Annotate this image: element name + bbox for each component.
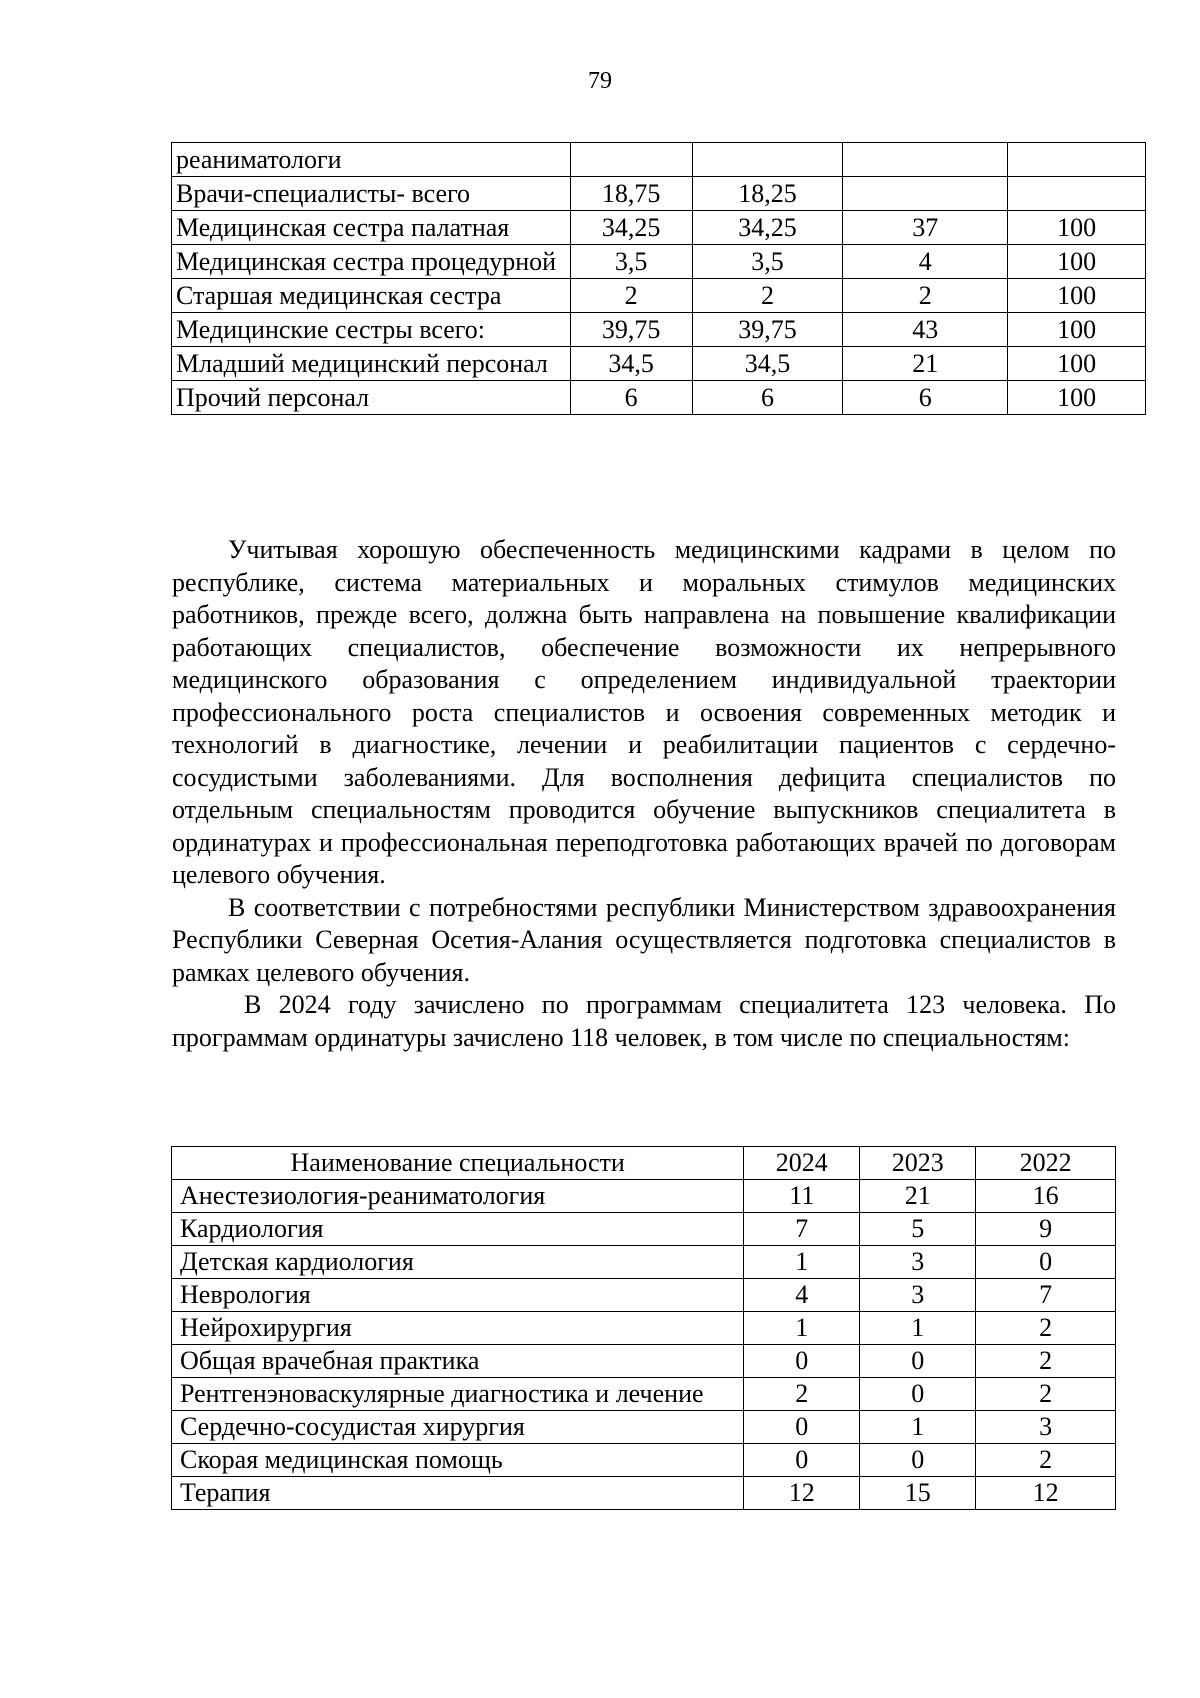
- value-cell: [692, 143, 843, 177]
- count-cell: 3: [860, 1246, 976, 1279]
- table-row: [172, 1411, 1116, 1444]
- staffing-table: [171, 142, 1146, 415]
- value-cell: [1008, 143, 1146, 177]
- count-cell: 2: [976, 1444, 1116, 1477]
- value-cell: 21: [843, 347, 1008, 381]
- value-cell: 34,5: [692, 347, 843, 381]
- paragraph: В соответствии с потребностями республики Министерством здравоохранения Республики Северная Осетия-Алания осуществляется подготовка специалистов в рамках целевого обучения.: [172, 892, 1116, 987]
- value-cell: 100: [1008, 279, 1146, 313]
- value-cell: 3,5: [692, 245, 843, 279]
- count-cell: 16: [976, 1180, 1116, 1213]
- row-label: Медицинская сестра палатная: [172, 211, 571, 245]
- count-cell: 3: [860, 1279, 976, 1312]
- specialty-name: Неврология: [172, 1279, 744, 1312]
- value-cell: [843, 143, 1008, 177]
- row-label: Прочий персонал: [172, 381, 571, 415]
- row-label: реаниматологи: [172, 143, 571, 177]
- table-row: [172, 313, 1146, 347]
- table-row: [172, 143, 1146, 177]
- column-header: 2022: [976, 1147, 1116, 1180]
- count-cell: 15: [860, 1477, 976, 1510]
- paragraph: В 2024 году зачислено по программам специалитета 123 человека. По программам ординатуры зачислено 118 человек, в том числе по специальностям:: [172, 990, 1116, 1052]
- count-cell: 11: [744, 1180, 860, 1213]
- value-cell: 2: [843, 279, 1008, 313]
- table-header-row: [172, 1147, 1116, 1180]
- count-cell: 2: [744, 1378, 860, 1411]
- specialty-enrollment-table: [171, 1146, 1116, 1510]
- column-header: Наименование специальности: [172, 1147, 744, 1180]
- count-cell: 1: [860, 1312, 976, 1345]
- value-cell: 37: [843, 211, 1008, 245]
- count-cell: 0: [860, 1345, 976, 1378]
- value-cell: 34,5: [570, 347, 692, 381]
- table-row: [172, 1213, 1116, 1246]
- specialty-name: Рентгенэноваскулярные диагностика и лечение: [172, 1378, 744, 1411]
- specialty-name: Кардиология: [172, 1213, 744, 1246]
- count-cell: 5: [860, 1213, 976, 1246]
- value-cell: [570, 143, 692, 177]
- specialty-name: Детская кардиология: [172, 1246, 744, 1279]
- count-cell: 4: [744, 1279, 860, 1312]
- value-cell: 39,75: [692, 313, 843, 347]
- table-row: [172, 211, 1146, 245]
- value-cell: 43: [843, 313, 1008, 347]
- table-row: [172, 245, 1146, 279]
- value-cell: 18,25: [692, 177, 843, 211]
- count-cell: 7: [744, 1213, 860, 1246]
- specialty-name: Терапия: [172, 1477, 744, 1510]
- value-cell: 6: [843, 381, 1008, 415]
- table-row: [172, 1279, 1116, 1312]
- column-header: 2024: [744, 1147, 860, 1180]
- count-cell: 0: [860, 1444, 976, 1477]
- value-cell: 34,25: [692, 211, 843, 245]
- count-cell: 2: [976, 1345, 1116, 1378]
- row-label: Медицинская сестра процедурной: [172, 245, 571, 279]
- table-row: [172, 1378, 1116, 1411]
- count-cell: 0: [744, 1444, 860, 1477]
- count-cell: 2: [976, 1378, 1116, 1411]
- count-cell: 1: [744, 1246, 860, 1279]
- count-cell: 21: [860, 1180, 976, 1213]
- value-cell: [1008, 177, 1146, 211]
- specialty-name: Общая врачебная практика: [172, 1345, 744, 1378]
- count-cell: 3: [976, 1411, 1116, 1444]
- table-row: [172, 347, 1146, 381]
- row-label: Младший медицинский персонал: [172, 347, 571, 381]
- row-label: Медицинские сестры всего:: [172, 313, 571, 347]
- value-cell: 6: [692, 381, 843, 415]
- specialty-name: Скорая медицинская помощь: [172, 1444, 744, 1477]
- count-cell: 0: [860, 1378, 976, 1411]
- count-cell: 0: [976, 1246, 1116, 1279]
- count-cell: 7: [976, 1279, 1116, 1312]
- count-cell: 2: [976, 1312, 1116, 1345]
- value-cell: 100: [1008, 381, 1146, 415]
- count-cell: 0: [744, 1345, 860, 1378]
- count-cell: 12: [976, 1477, 1116, 1510]
- table-row: [172, 381, 1146, 415]
- value-cell: 39,75: [570, 313, 692, 347]
- value-cell: 18,75: [570, 177, 692, 211]
- specialty-name: Сердечно-сосудистая хирургия: [172, 1411, 744, 1444]
- count-cell: 0: [744, 1411, 860, 1444]
- value-cell: [843, 177, 1008, 211]
- value-cell: 2: [570, 279, 692, 313]
- table-row: [172, 279, 1146, 313]
- value-cell: 3,5: [570, 245, 692, 279]
- row-label: Старшая медицинская сестра: [172, 279, 571, 313]
- specialty-name: Нейрохирургия: [172, 1312, 744, 1345]
- column-header: 2023: [860, 1147, 976, 1180]
- count-cell: 1: [860, 1411, 976, 1444]
- table-row: [172, 177, 1146, 211]
- table-row: [172, 1180, 1116, 1213]
- value-cell: 100: [1008, 347, 1146, 381]
- value-cell: 34,25: [570, 211, 692, 245]
- table-row: [172, 1312, 1116, 1345]
- value-cell: 2: [692, 279, 843, 313]
- row-label: Врачи-специалисты- всего: [172, 177, 571, 211]
- value-cell: 100: [1008, 313, 1146, 347]
- table-row: [172, 1477, 1116, 1510]
- table-row: [172, 1345, 1116, 1378]
- table-row: [172, 1444, 1116, 1477]
- value-cell: 4: [843, 245, 1008, 279]
- paragraph: Учитывая хорошую обеспеченность медицинскими кадрами в целом по республике, система материальных и моральных стимулов медицинских работников, прежде всего, должна быть направлена на повышение квалификации работающих специалистов, обеспечение возможности их непрерывного медицинского образования с определением индивидуальной траектории профессионального роста специалистов и освоения современных методик и технологий в диагностике, лечении и реабилитации пациентов с сердечно-сосудистыми заболеваниями. Для восполнения дефицита специалистов по отдельным специальностям проводится обучение выпускников специалитета в ординатурах и профессиональная переподготовка работающих врачей по договорам целевого обучения.: [172, 535, 1116, 889]
- specialty-name: Анестезиология-реаниматология: [172, 1180, 744, 1213]
- body-text: [172, 534, 1116, 1054]
- value-cell: 100: [1008, 245, 1146, 279]
- count-cell: 9: [976, 1213, 1116, 1246]
- page-number: 79: [588, 68, 612, 94]
- value-cell: 100: [1008, 211, 1146, 245]
- count-cell: 1: [744, 1312, 860, 1345]
- value-cell: 6: [570, 381, 692, 415]
- count-cell: 12: [744, 1477, 860, 1510]
- table-row: [172, 1246, 1116, 1279]
